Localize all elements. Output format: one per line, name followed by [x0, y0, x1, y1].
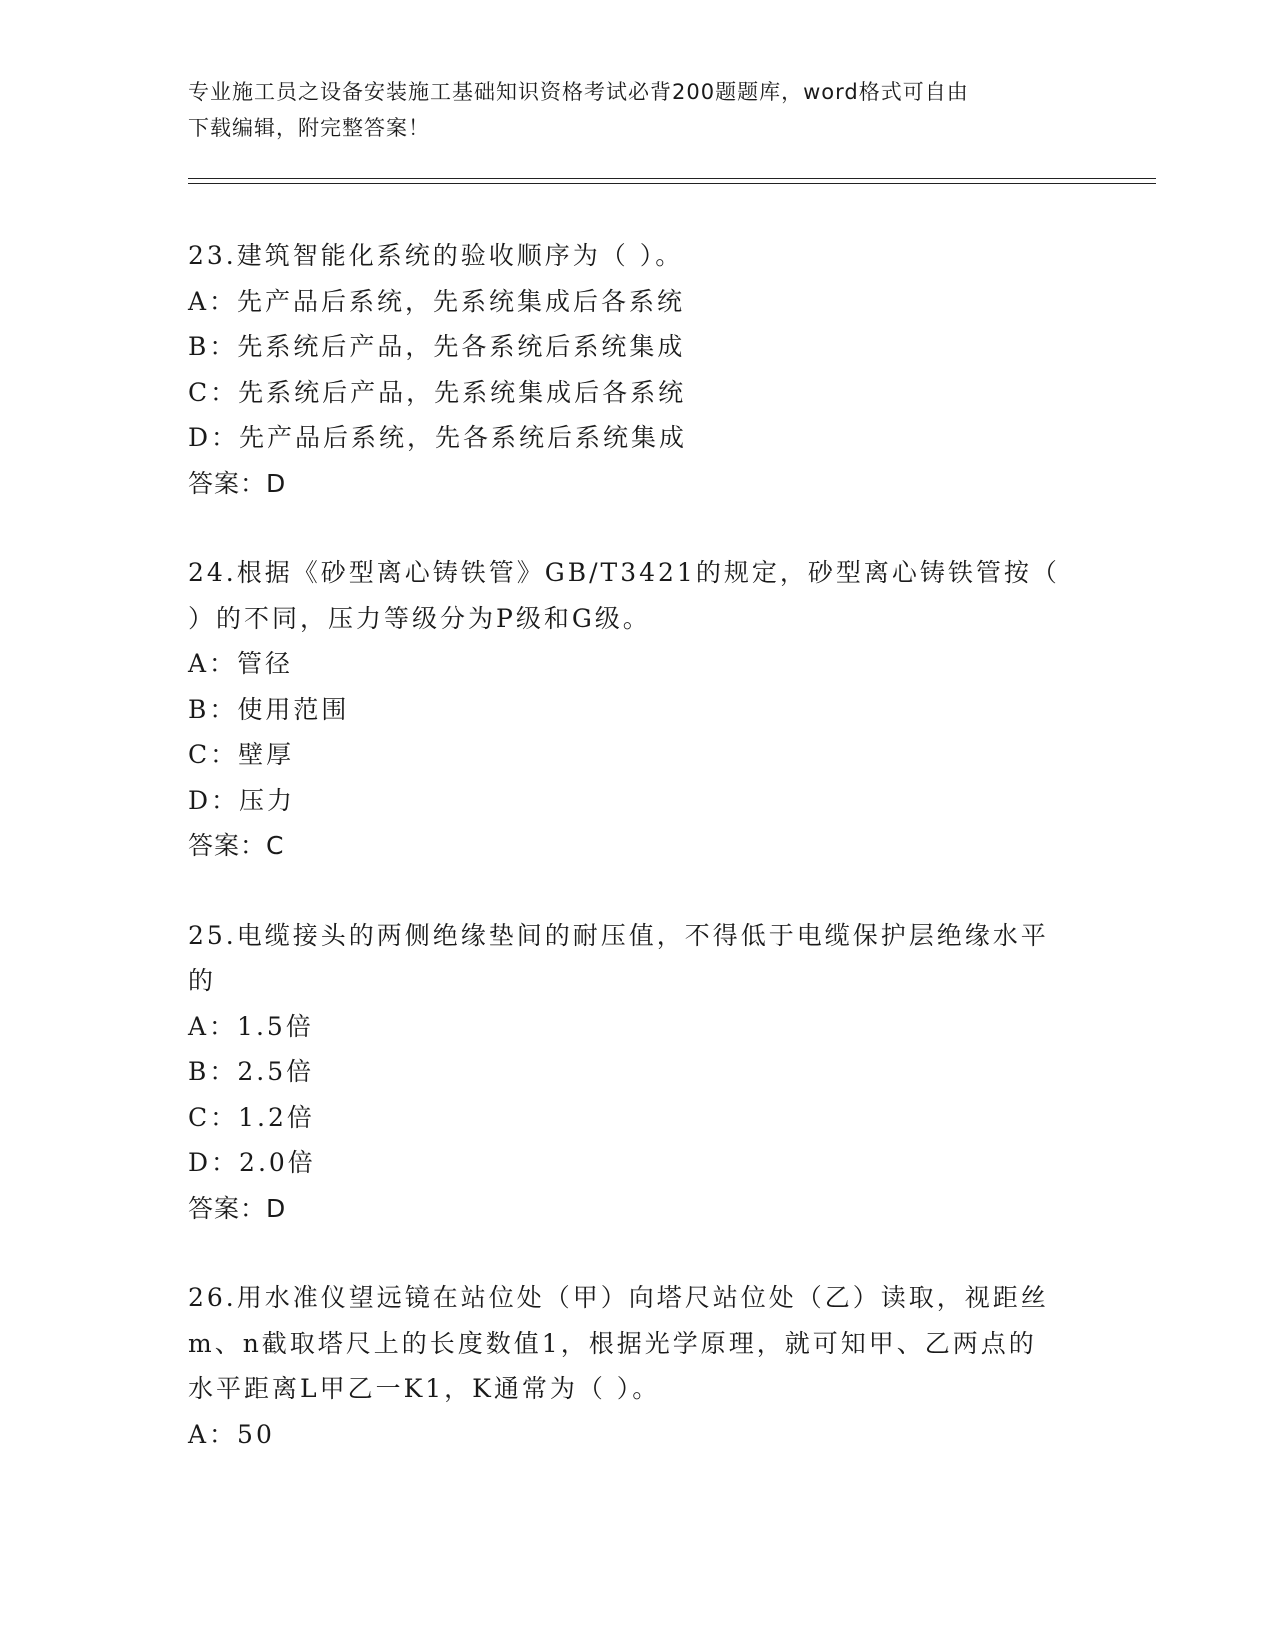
question-stem: 26.用水准仪望远镜在站位处（甲）向塔尺站位处（乙）读取，视距丝: [188, 1283, 1049, 1312]
question-25: [188, 913, 1088, 1232]
option-d: D：2.0倍: [188, 1148, 316, 1177]
option-d: D：先产品后系统，先各系统后系统集成: [188, 423, 688, 452]
question-stem-continued: 的: [188, 966, 217, 995]
question-26: [188, 1275, 1088, 1457]
option-b: B：2.5倍: [188, 1057, 315, 1086]
question-stem: 23.建筑智能化系统的验收顺序为（ ）。: [188, 241, 684, 270]
question-23: [188, 233, 1088, 506]
option-c: C：壁厚: [188, 740, 295, 769]
option-a: A：先产品后系统，先系统集成后各系统: [188, 286, 686, 316]
header-divider-bottom: [188, 183, 1156, 184]
document-header: [188, 74, 1088, 146]
question-24: [188, 550, 1088, 869]
answer-label: 答案：C: [188, 831, 285, 860]
option-a: A：1.5倍: [188, 1011, 314, 1041]
option-b: B：先系统后产品，先各系统后系统集成: [188, 332, 686, 361]
question-stem-continued: m、n截取塔尺上的长度数值1，根据光学原理，就可知甲、乙两点的: [188, 1328, 1037, 1358]
header-title-line-2: 下载编辑，附完整答案！: [188, 116, 430, 140]
option-a: A：管径: [188, 649, 294, 678]
question-stem: 25.电缆接头的两侧绝缘垫间的耐压值，不得低于电缆保护层绝缘水平: [188, 920, 1049, 950]
option-c: C：先系统后产品，先系统集成后各系统: [188, 377, 687, 407]
question-stem: 24.根据《砂型离心铸铁管》GB/T3421的规定，砂型离心铸铁管按（: [188, 558, 1060, 587]
option-b: B：使用范围: [188, 694, 350, 724]
option-c: C：1.2倍: [188, 1102, 315, 1132]
option-d: D：压力: [188, 785, 296, 815]
question-stem-continued: ）的不同，压力等级分为P级和G级。: [188, 603, 651, 633]
answer-label: 答案：D: [188, 1193, 287, 1223]
question-list: [188, 233, 1088, 1501]
header-title-line-1: 专业施工员之设备安装施工基础知识资格考试必背200题题库，word格式可自由: [188, 80, 969, 104]
question-stem-continued: 水平距离L甲乙一K1，K通常为（ ）。: [188, 1374, 661, 1403]
header-divider-top: [188, 178, 1156, 179]
answer-label: 答案：D: [188, 468, 287, 498]
option-a: A：50: [188, 1419, 275, 1449]
